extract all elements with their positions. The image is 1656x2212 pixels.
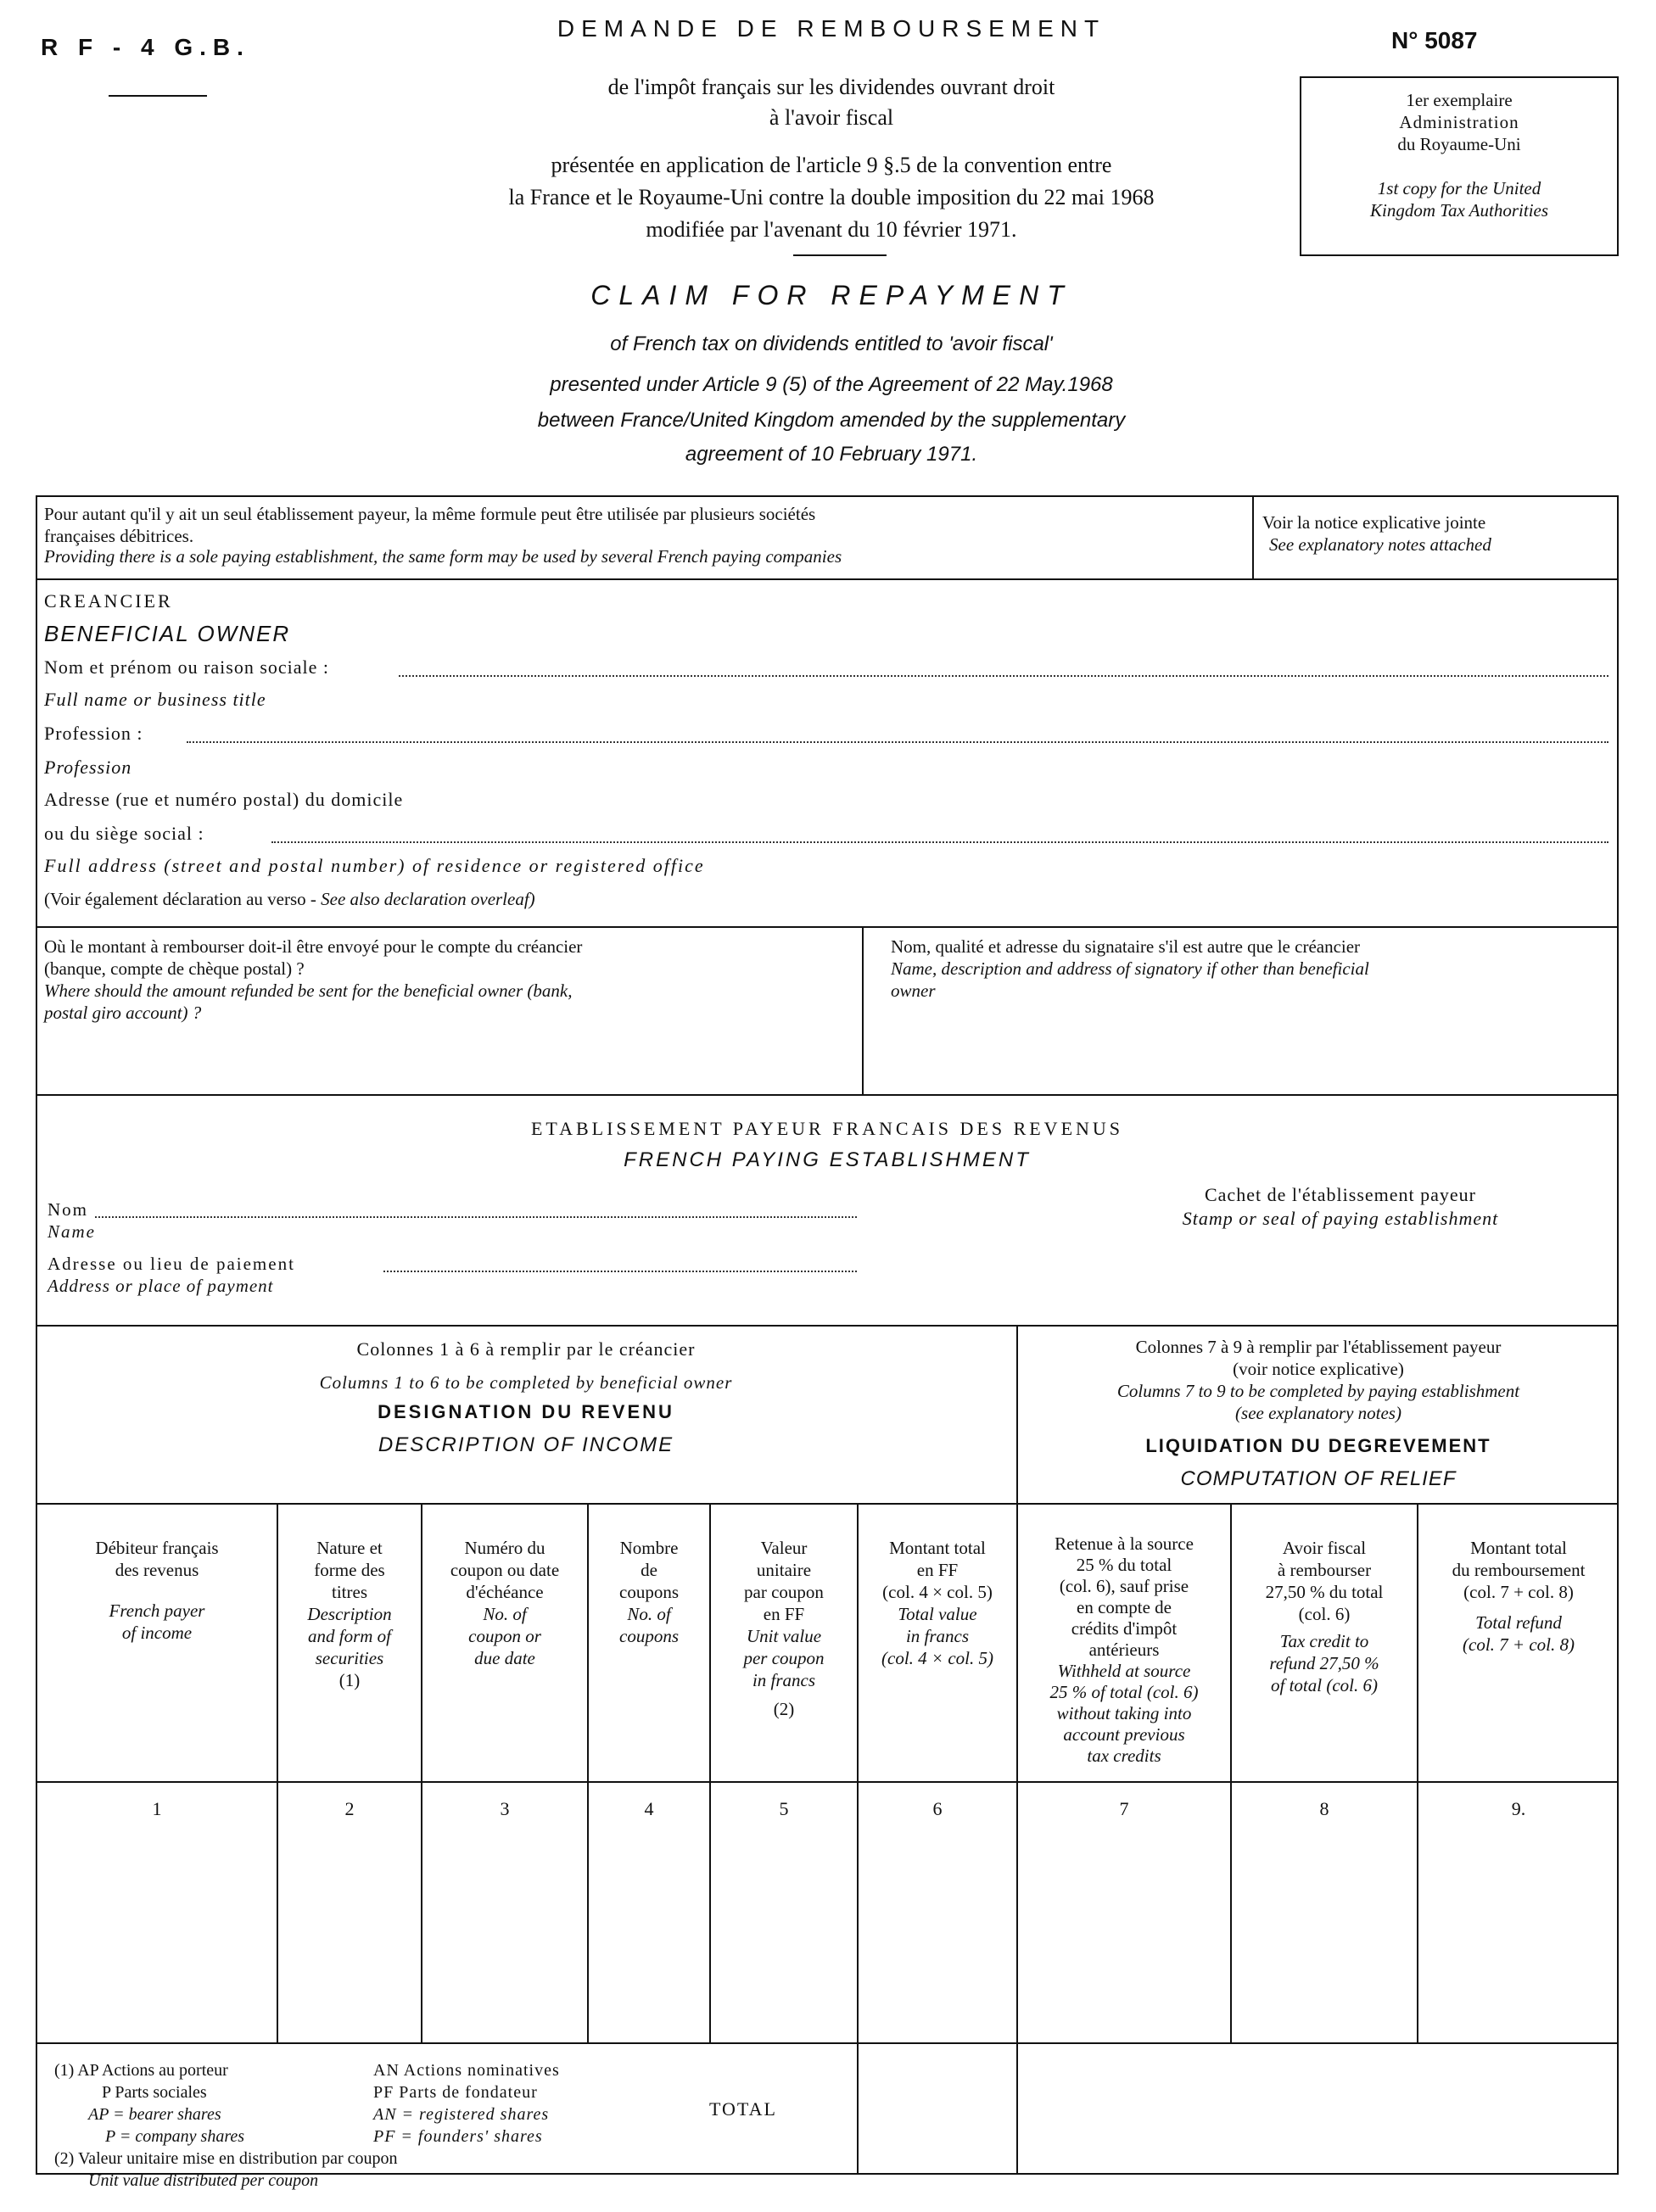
divider-3 <box>36 1094 1619 1096</box>
subtitle-fr-1: de l'impôt français sur les dividendes ouvrant droit <box>607 75 1055 99</box>
col-5-note: (2) <box>773 1699 795 1719</box>
col-2-header <box>278 1537 421 1691</box>
col-9-fr: Montant total du remboursement (col. 7 + col. 8) <box>1452 1538 1586 1602</box>
owner-title-fr: CREANCIER <box>44 590 173 612</box>
payment-divider <box>862 926 864 1094</box>
col-3-en: No. of coupon or due date <box>468 1604 541 1668</box>
owner-name-field[interactable] <box>399 675 1608 677</box>
cols-left-en: Columns 1 to 6 to be completed by beneficial owner <box>319 1372 733 1393</box>
col-5-number: 5 <box>779 1798 789 1819</box>
estab-title-fr: ETABLISSEMENT PAYEUR FRANCAIS DES REVENUS <box>530 1118 1124 1139</box>
cols-right-title-fr: LIQUIDATION DU DEGREVEMENT <box>1145 1435 1491 1456</box>
col-7-header <box>1018 1533 1230 1767</box>
title-en: CLAIM FOR REPAYMENT <box>590 280 1072 310</box>
col-4-fr: Nombre de coupons <box>619 1538 679 1602</box>
owner-name-en: Full name or business title <box>44 689 266 710</box>
estab-addr-en: Address or place of payment <box>48 1276 274 1296</box>
form-number: N° 5087 <box>1391 27 1478 53</box>
notice-en: Providing there is a sole paying establishment, the same form may be used by several French paying companies <box>44 546 842 567</box>
col-8-header <box>1232 1537 1417 1696</box>
form-code-underline <box>109 95 207 97</box>
col-9-number: 9. <box>1511 1798 1526 1819</box>
col-1-en: French payer of income <box>109 1600 205 1643</box>
payment-right-fr: Nom, qualité et adresse du signataire s'il est autre que le créancier <box>891 936 1361 957</box>
owner-name-label: Nom et prénom ou raison sociale : <box>44 656 330 678</box>
subtitle-fr-4: la France et le Royaume-Uni contre la double imposition du 22 mai 1968 <box>508 185 1155 209</box>
subtitle-fr-3: présentée en application de l'article 9 §.5 de la convention entre <box>551 153 1112 177</box>
col-6-number: 6 <box>932 1798 943 1819</box>
payment-left-fr-2: (banque, compte de chèque postal) ? <box>44 958 305 979</box>
col-2-number: 2 <box>344 1798 355 1819</box>
notice-side-fr: Voir la notice explicative jointe <box>1262 512 1486 533</box>
col-5-header <box>711 1537 857 1720</box>
subtitle-en-4: agreement of 10 February 1971. <box>685 443 978 466</box>
owner-prof-label: Profession : <box>44 723 143 744</box>
total-col-7-9[interactable] <box>1018 2044 1617 2173</box>
cols-right-en-1: Columns 7 to 9 to be completed by paying establishment <box>1116 1381 1520 1401</box>
divider-2 <box>36 926 1619 928</box>
col-4-en: No. of coupons <box>619 1604 679 1646</box>
divider-5 <box>36 1503 1619 1505</box>
cols-left-title-en: DESCRIPTION OF INCOME <box>378 1433 674 1456</box>
footnote-6: Unit value distributed per coupon <box>88 2171 319 2190</box>
owner-addr-label-2: ou du siège social : <box>44 823 204 844</box>
col-7-fr: Retenue à la source 25 % du total (col. 6), sauf prise en compte de crédits d'impôt antérieurs <box>1055 1533 1194 1660</box>
col-8-en: Tax credit to refund 27,50 % of total (col. 6) <box>1269 1631 1379 1695</box>
estab-stamp-fr: Cachet de l'établissement payeur <box>1204 1184 1477 1205</box>
subtitle-underline <box>793 254 887 256</box>
copy-line-5: Kingdom Tax Authorities <box>1369 200 1549 221</box>
cols-right-title-en: COMPUTATION OF RELIEF <box>1180 1467 1457 1490</box>
footnote-2b: PF Parts de fondateur <box>373 2083 538 2102</box>
subtitle-en-2: presented under Article 9 (5) of the Agreement of 22 May.1968 <box>550 373 1113 396</box>
payment-right-en-1: Name, description and address of signatory if other than beneficial <box>891 958 1369 979</box>
divider-4 <box>36 1325 1619 1327</box>
col-2-fr: Nature et forme des titres <box>314 1538 385 1602</box>
owner-addr-en: Full address (street and postal number) of residence or registered office <box>44 855 705 876</box>
col-6-header <box>859 1537 1016 1669</box>
copy-line-4: 1st copy for the United <box>1377 178 1541 198</box>
col-4-header <box>589 1537 709 1647</box>
col-6-en: Total value in francs (col. 4 × col. 5) <box>881 1604 993 1668</box>
estab-name-en: Name <box>48 1221 96 1242</box>
col-1-number: 1 <box>152 1798 162 1819</box>
subtitle-fr-5: modifiée par l'avenant du 10 février 1971. <box>646 217 1017 242</box>
copy-line-3: du Royaume-Uni <box>1397 134 1521 154</box>
estab-name-field[interactable] <box>95 1216 857 1218</box>
form-code: R F - 4 G.B. <box>41 34 250 60</box>
footnote-4b: PF = founders' shares <box>373 2127 543 2146</box>
col-2-en: Description and form of securities <box>307 1604 392 1668</box>
payment-left-fr-1: Où le montant à rembourser doit-il être envoyé pour le compte du créancier <box>44 936 583 957</box>
payment-left-en-2: postal giro account) ? <box>44 1003 202 1023</box>
col-2-note: (1) <box>338 1670 361 1690</box>
estab-stamp-en: Stamp or seal of paying establishment <box>1182 1208 1499 1229</box>
col-9-en: Total refund (col. 7 + col. 8) <box>1463 1612 1575 1655</box>
cols-right-fr-1: Colonnes 7 à 9 à remplir par l'établissement payeur <box>1135 1337 1502 1357</box>
estab-addr-label: Adresse ou lieu de paiement <box>48 1254 295 1274</box>
total-label: TOTAL <box>709 2098 777 2120</box>
footnote-2: P Parts sociales <box>102 2083 207 2102</box>
title-fr: DEMANDE DE REMBOURSEMENT <box>557 15 1106 42</box>
owner-addr-field[interactable] <box>271 841 1608 843</box>
cols-left-fr: Colonnes 1 à 6 à remplir par le créancier <box>356 1338 696 1360</box>
subtitle-en-3: between France/United Kingdom amended by the supplementary <box>537 409 1126 432</box>
owner-title-en: BENEFICIAL OWNER <box>44 621 291 646</box>
notice-divider <box>1252 495 1254 578</box>
cols-left-title-fr: DESIGNATION DU REVENU <box>378 1401 674 1422</box>
footnote-1: (1) AP Actions au porteur <box>54 2061 228 2080</box>
col-5-en: Unit value per coupon in francs <box>743 1626 825 1690</box>
owner-prof-field[interactable] <box>187 741 1608 743</box>
notice-fr-1: Pour autant qu'il y ait un seul établissement payeur, la même formule peut être utilisée par plusieurs sociétés <box>44 504 816 524</box>
footnote-4: P = company shares <box>105 2127 245 2146</box>
footnote-3b: AN = registered shares <box>373 2105 550 2124</box>
estab-name-label: Nom <box>48 1199 88 1220</box>
cols-right-fr-2: (voir notice explicative) <box>1233 1359 1404 1379</box>
col-1-fr: Débiteur français des revenus <box>95 1538 219 1580</box>
estab-title-en: FRENCH PAYING ESTABLISHMENT <box>624 1148 1031 1171</box>
col-5-fr: Valeur unitaire par coupon en FF <box>744 1538 824 1624</box>
owner-see-also <box>44 889 535 910</box>
divider-6 <box>36 1781 1619 1783</box>
col-3-number: 3 <box>500 1798 510 1819</box>
col-8-fr: Avoir fiscal à rembourser 27,50 % du total (col. 6) <box>1265 1538 1384 1624</box>
notice-fr-2: françaises débitrices. <box>44 526 194 546</box>
copy-line-2: Administration <box>1399 112 1519 132</box>
form-frame <box>36 495 1619 2175</box>
subtitle-en-1: of French tax on dividends entitled to 'avoir fiscal' <box>610 332 1053 355</box>
cols-right-en-2: (see explanatory notes) <box>1235 1403 1401 1423</box>
estab-addr-field[interactable] <box>383 1271 857 1272</box>
divider-1 <box>36 578 1619 580</box>
col-8-number: 8 <box>1319 1798 1329 1819</box>
col-9-header <box>1418 1537 1619 1656</box>
owner-prof-en: Profession <box>44 757 132 778</box>
payment-right-en-2: owner <box>891 980 936 1001</box>
notice-side-en: See explanatory notes attached <box>1269 534 1491 555</box>
col-6-fr: Montant total en FF (col. 4 × col. 5) <box>882 1538 993 1602</box>
col-7-en: Withheld at source 25 % of total (col. 6) without taking into account previous tax credits <box>1049 1661 1199 1766</box>
total-col-6[interactable] <box>859 2044 1016 2173</box>
footnote-1b: AN Actions nominatives <box>373 2061 560 2080</box>
col-3-header <box>422 1537 587 1669</box>
col-4-number: 4 <box>644 1798 654 1819</box>
subtitle-fr-2: à l'avoir fiscal <box>769 105 894 130</box>
footnote-3: AP = bearer shares <box>88 2105 221 2124</box>
footnote-5: (2) Valeur unitaire mise en distribution par coupon <box>54 2149 398 2168</box>
copy-box <box>1300 76 1619 256</box>
owner-addr-label-1: Adresse (rue et numéro postal) du domicile <box>44 789 404 810</box>
col-1-header <box>37 1537 277 1644</box>
payment-left-en-1: Where should the amount refunded be sent for the beneficial owner (bank, <box>44 980 573 1001</box>
col-7-number: 7 <box>1119 1798 1129 1819</box>
col-3-fr: Numéro du coupon ou date d'échéance <box>450 1538 560 1602</box>
copy-line-1: 1er exemplaire <box>1406 90 1513 110</box>
see-also-en: See also declaration overleaf) <box>321 889 535 909</box>
see-also-fr: (Voir également déclaration au verso - <box>44 889 322 909</box>
